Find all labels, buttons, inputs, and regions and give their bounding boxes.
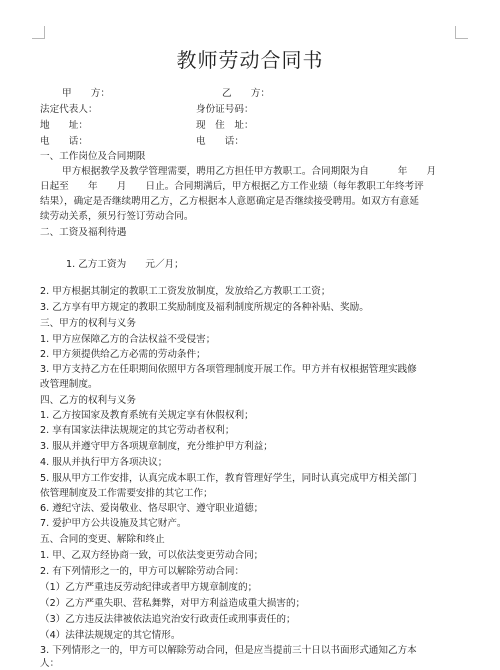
section-1-text: 续劳动关系，须另行签订劳动合同。 [40, 211, 194, 222]
section-5-clause: （2）乙方严重失职、营私舞弊，对甲方利益造成重大损害的； [40, 598, 306, 609]
section-3-item: 2. 甲方须提供给乙方必需的劳动条件； [40, 349, 206, 360]
section-4-item: 1. 乙方按国家及教育系统有关规定享有休假权利； [40, 410, 254, 421]
section-4-item: 6. 遵纪守法、爱岗敬业、恪尽职守、遵守职业道德； [40, 503, 264, 514]
section-1-text: 日起至 年 月 日止。合同期满后，甲方根据乙方工作业绩（每年教职工年终考评 [40, 181, 424, 192]
section-2-item: 2. 甲方根据其制定的教职工工资发放制度，发放给乙方教职工工资； [40, 286, 331, 297]
party-b-phone-label: 电 话： [196, 136, 244, 147]
section-5-clause: （1）乙方严重违反劳动纪律或者甲方规章制度的； [40, 582, 258, 593]
section-4-item: 依管理制度及工作需要安排的其它工作； [40, 488, 213, 499]
section-5-item: 人： [40, 658, 60, 669]
party-a-label: 甲 方： [62, 88, 110, 99]
section-1-text: 甲方根据教学及教学管理需要，聘用乙方担任甲方教职工。合同期限为自 年 月 [62, 166, 437, 177]
section-3-item: 改管理制度。 [40, 379, 98, 390]
id-number-label: 身份证号码： [196, 104, 254, 115]
section-5-item: 2. 有下列情形之一的，甲方可以解除劳动合同： [40, 566, 245, 577]
party-a-address-label: 地 址： [40, 120, 88, 131]
section-3-item: 3. 甲方支持乙方在任职期间依照甲方各项管理制度开展工作。甲方并有权根据管理实践修 [40, 364, 417, 375]
section-1-heading: 一、工作岗位及合同期限 [40, 151, 146, 162]
page-corner-mark-top-left [32, 26, 45, 39]
section-4-item: 7. 爱护甲方公共设施及其它财产。 [40, 518, 187, 529]
section-4-item: 2. 享有国家法律法规规定的其它劳动者权利； [40, 425, 235, 436]
section-5-clause: （4）法律法规规定的其它情形。 [40, 630, 181, 641]
section-2-item: 1. 乙方工资为 元／月； [66, 259, 184, 270]
section-3-item: 1. 甲方应保障乙方的合法权益不受侵害； [40, 334, 216, 345]
section-4-item: 3. 服从并遵守甲方各项规章制度，充分维护甲方利益； [40, 441, 273, 452]
party-b-address-label: 现 住 址： [196, 120, 254, 131]
section-4-item: 4. 服从并执行甲方各项决议； [40, 457, 168, 468]
legal-rep-label: 法定代表人： [40, 104, 98, 115]
party-a-phone-label: 电 话： [40, 136, 88, 147]
page-corner-mark-top-right [455, 26, 468, 39]
section-3-heading: 三、甲方的权利与义务 [40, 318, 136, 329]
section-1-text: 结果），确定是否继续聘用乙方，乙方根据本人意愿确定是否继续接受聘用。如双方有意延 [40, 196, 419, 207]
section-5-heading: 五、合同的变更、解除和终止 [40, 534, 165, 545]
section-5-item: 3. 下列情形之一的，甲方可以解除劳动合同，但是应当提前三十日以书面形式通知乙方本 [40, 645, 417, 656]
section-4-heading: 四、乙方的权利与义务 [40, 395, 136, 406]
document-title: 教师劳动合同书 [176, 48, 324, 72]
section-2-heading: 二、工资及福利待遇 [40, 227, 127, 238]
section-2-item: 3. 乙方享有甲方规定的教职工奖励制度及福利制度所规定的各种补贴、奖励。 [40, 302, 369, 313]
section-5-item: 1. 甲、乙双方经协商一致，可以依法变更劳动合同； [40, 550, 264, 561]
party-b-label: 乙 方： [222, 88, 270, 99]
section-4-item: 5. 服从甲方工作安排，认真完成本职工作，教育管理好学生，同时认真完成甲方相关部门 [40, 473, 417, 484]
section-5-clause: （3）乙方违反法律被依法追究治安行政责任或刑事责任的； [40, 614, 296, 625]
